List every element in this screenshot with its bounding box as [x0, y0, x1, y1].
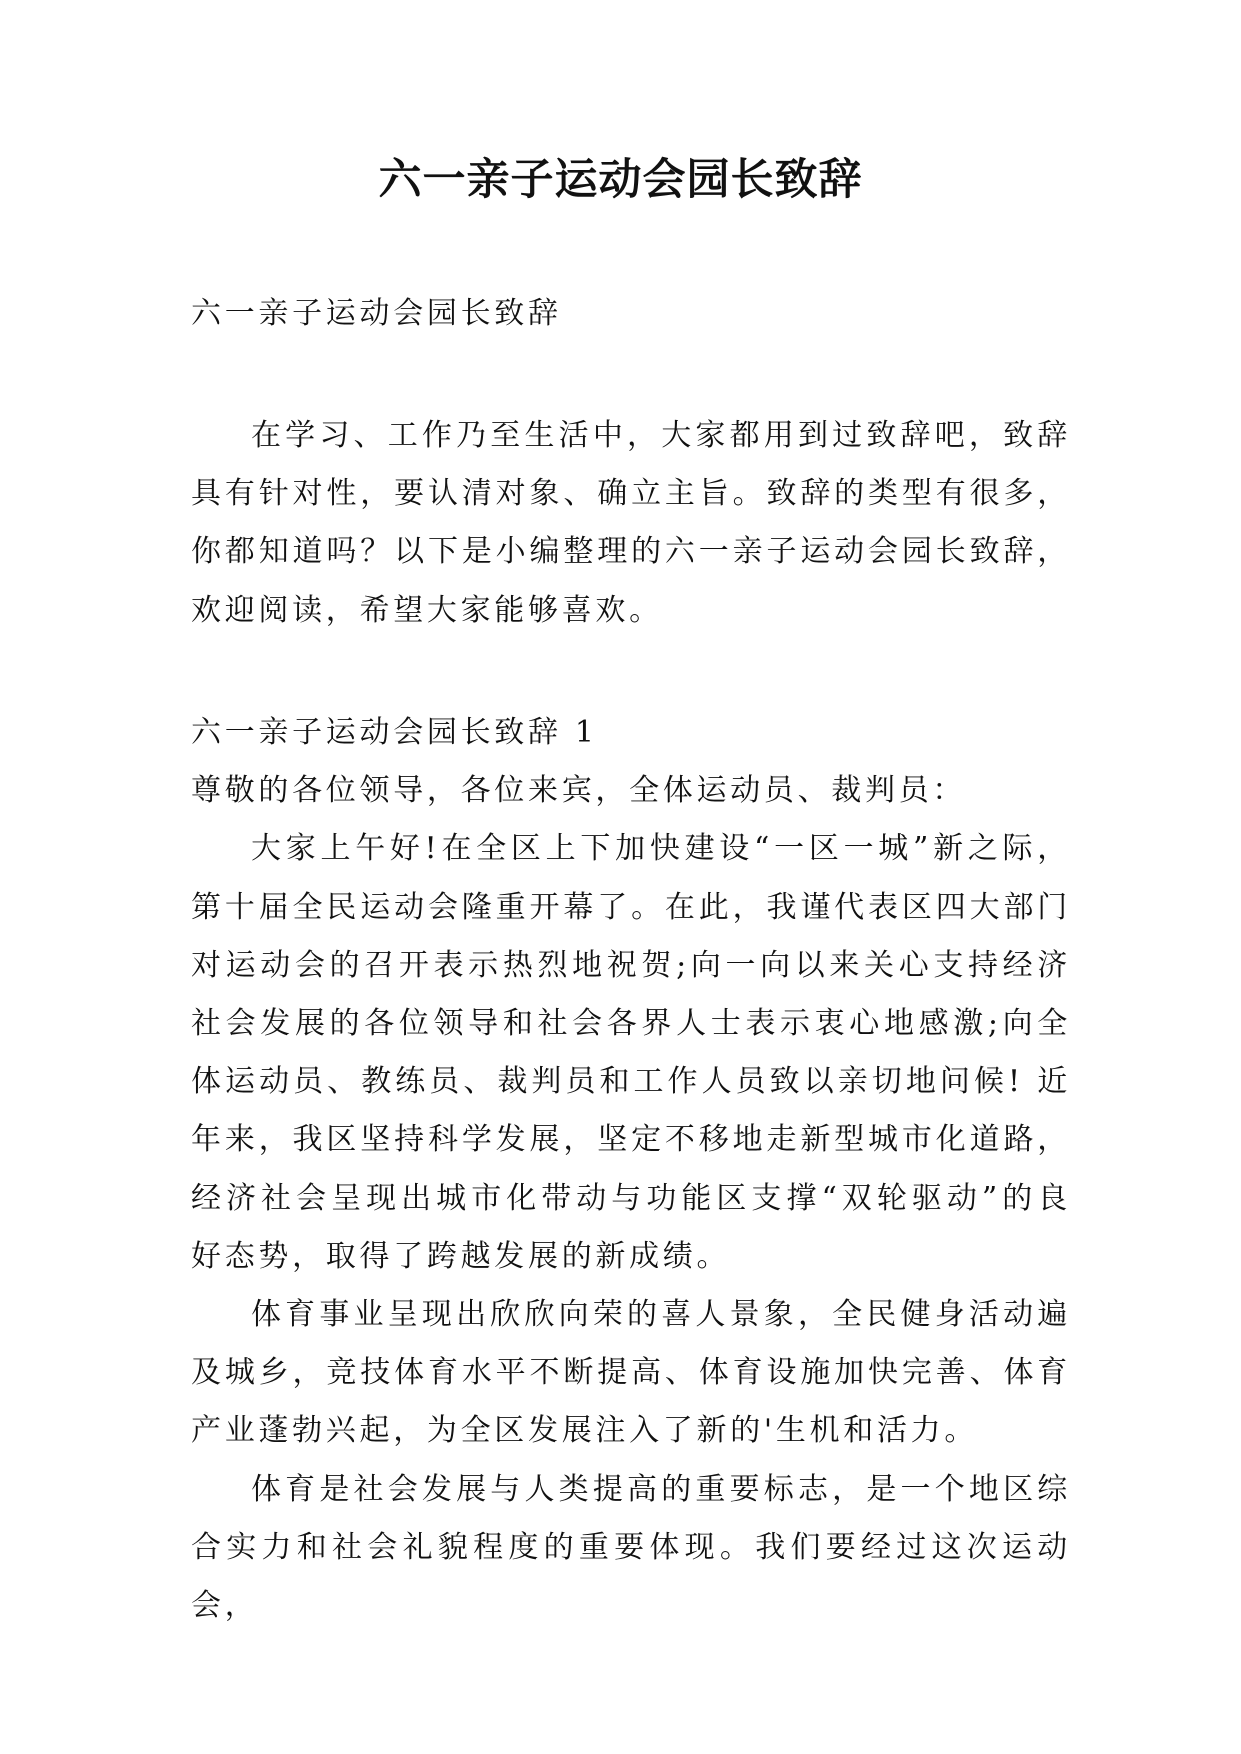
intro-paragraph: 在学习、工作乃至生活中，大家都用到过致辞吧，致辞具有针对性，要认清对象、确立主旨。致辞的类型有很多，你都知道吗？以下是小编整理的六一亲子运动会园长致辞，欢迎阅读，希望大家能够喜欢。	[191, 418, 1071, 628]
speech-paragraph-3: 体育是社会发展与人类提高的重要标志，是一个地区综合实力和社会礼貌程度的重要体现。我们要经过这次运动会，	[191, 1471, 1071, 1624]
salutation: 尊敬的各位领导，各位来宾，全体运动员、裁判员：	[191, 773, 967, 809]
document-subtitle	[191, 285, 1071, 343]
speech-paragraph-2: 体育事业呈现出欣欣向荣的喜人景象，全民健身活动遍及城乡，竞技体育水平不断提高、体育设施加快完善、体育产业蓬勃兴起，为全区发展注入了新的'生机和活力。	[191, 1297, 1071, 1449]
speech-paragraph-1: 大家上午好!在全区上下加快建设“一区一城”新之际，第十届全民运动会隆重开幕了。在此，我谨代表区四大部门对运动会的召开表示热烈地祝贺;向一向以来关心支持经济社会发展的各位领导和社会各界人士表示衷心地感激;向全体运动员、教练员、裁判员和工作人员致以亲切地问候! 近年来，我区坚持科学发展，坚定不移地走新型城市化道路，经济社会呈现出城市化带动与功能区支撑“双轮驱动”的良好态势，取得了跨越发展的新成绩。	[191, 831, 1071, 1274]
document-title: 六一亲子运动会园长致辞	[378, 155, 863, 205]
section-heading: 六一亲子运动会园长致辞 1	[191, 715, 598, 750]
intro-block	[191, 407, 1071, 640]
speech-section	[191, 704, 1071, 1635]
subtitle-text: 六一亲子运动会园长致辞	[191, 296, 562, 331]
